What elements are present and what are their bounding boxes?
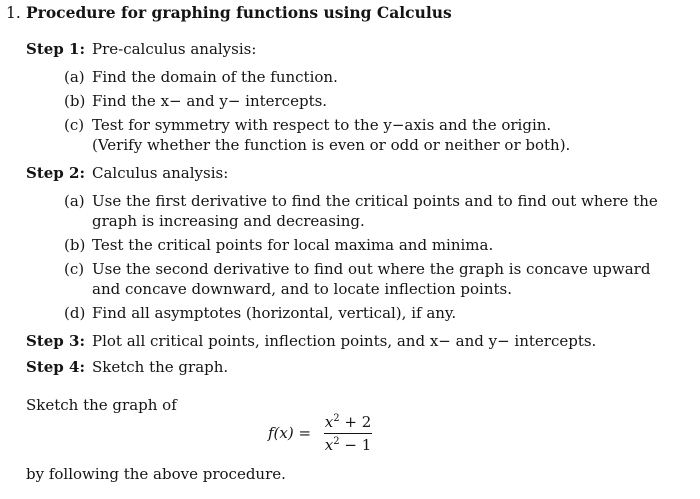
step-2-item-c-marker: (c)	[64, 260, 85, 278]
numerator-constant: + 2	[339, 413, 372, 431]
problem-title: Procedure for graphing functions using Calculus	[26, 3, 452, 22]
step-1-item-c-text-line1: Test for symmetry with respect to the y−axis and the origin.	[92, 116, 552, 134]
step-1-title: Pre-calculus analysis:	[92, 40, 257, 58]
step-1-item-a-marker: (a)	[64, 68, 85, 86]
step-2-label: Step 2:	[26, 164, 85, 182]
closing-text: by following the above procedure.	[26, 465, 286, 483]
step-1-label: Step 1:	[26, 40, 85, 58]
numerator-variable: x	[324, 413, 334, 431]
denominator-variable: x	[324, 436, 334, 454]
step-3-label: Step 3:	[26, 332, 85, 350]
step-2-item-b-text: Test the critical points for local maxima and minima.	[92, 236, 494, 254]
problem-number: 1.	[6, 4, 21, 22]
step-2-item-a-text-line1: Use the first derivative to find the critical points and to find out where the	[92, 192, 658, 210]
step-2-item-c-text-line1: Use the second derivative to find out where the graph is concave upward	[92, 260, 651, 278]
step-2-title: Calculus analysis:	[92, 164, 229, 182]
formula-lhs: f(x) =	[268, 424, 312, 442]
fraction-bar	[324, 433, 372, 434]
numerator-exponent: 2	[333, 413, 340, 424]
formula-fraction	[324, 413, 372, 454]
step-2-item-c-text-line2: and concave downward, and to locate inflection points.	[92, 280, 513, 298]
step-2-item-d-marker: (d)	[64, 304, 86, 322]
formula-numerator	[324, 413, 372, 431]
step-4-label: Step 4:	[26, 358, 85, 376]
step-2-item-a-text-line2: graph is increasing and decreasing.	[92, 212, 365, 230]
step-1-item-b-text: Find the x− and y− intercepts.	[92, 92, 328, 110]
denominator-constant: − 1	[339, 436, 372, 454]
step-1-item-b-marker: (b)	[64, 92, 86, 110]
step-2-item-b-marker: (b)	[64, 236, 86, 254]
step-1-item-c-marker: (c)	[64, 116, 85, 134]
step-2-item-a-marker: (a)	[64, 192, 85, 210]
formula-denominator	[324, 436, 372, 454]
step-2-item-d-text: Find all asymptotes (horizontal, vertical), if any.	[92, 304, 457, 322]
denominator-exponent: 2	[333, 436, 340, 447]
sketch-prompt: Sketch the graph of	[26, 396, 177, 414]
step-4-title: Sketch the graph.	[92, 358, 229, 376]
step-1-item-a-text: Find the domain of the function.	[92, 68, 338, 86]
step-1-item-c-text-line2: (Verify whether the function is even or odd or neither or both).	[92, 136, 571, 154]
step-3-title: Plot all critical points, inflection points, and x− and y− intercepts.	[92, 332, 597, 350]
